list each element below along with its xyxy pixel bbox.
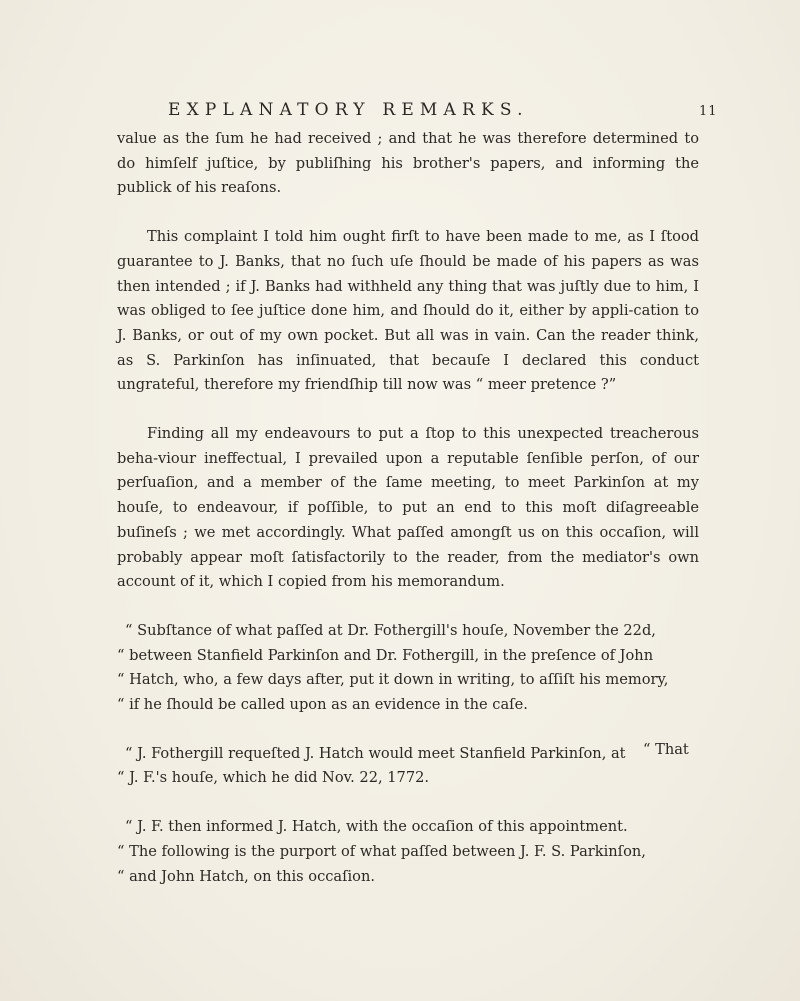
running-title: EXPLANATORY REMARKS.	[168, 100, 529, 120]
quote-block-2	[117, 742, 699, 791]
paragraph-3: Finding all my endeavours to put a ſtop to this unexpected treacherous beha-viour ineffectual, I prevailed upon a reputable ſenſible perſon, of our perſuaſion, and a member of the ſame meeting, to meet Parkinſon at my houſe, to endeavour, if poſſible, to put an end to this moſt diſagreeable buſineſs ; we met accordingly. What paſſed amongſt us on this occaſion, will probably appear moſt ſatisfactorily to the reader, from the mediator's own account of it, which I copied from his memorandum.	[117, 425, 699, 591]
quote-line: “ J. Fothergill requeſted J. Hatch would meet Stanfield Parkinſon, at	[125, 744, 626, 762]
page-number: 11	[699, 104, 718, 119]
quote-line: “ J. F.'s houſe, which he did Nov. 22, 1772.	[117, 769, 430, 787]
body-text	[117, 127, 699, 889]
quote-line: “ and John Hatch, on this occaſion.	[117, 867, 376, 885]
quote-line: “ Subſtance of what paſſed at Dr. Fothergill's houſe, November the 22d,	[125, 621, 656, 639]
quote-line: “ J. F. then informed J. Hatch, with the occaſion of this appointment.	[125, 818, 628, 836]
paragraph-2: This complaint I told him ought firſt to have been made to me, as I ſtood guarantee to J. Banks, that no ſuch uſe ſhould be made of his papers as was then intended ; if J. Banks had withheld any thing that was juſtly due to him, I was obliged to ſee juſtice done him, and ſhould do it, either by appli-cation to J. Banks, or out of my own pocket. But all was in vain. Can the reader think, as S. Parkinſon has inſinuated, that becauſe I declared this conduct ungrateful, therefore my friendſhip till now was “ meer pretence ?”	[117, 228, 699, 394]
quote-line: “ if he ſhould be called upon as an evidence in the caſe.	[117, 696, 528, 714]
running-head	[168, 100, 688, 120]
catchword: “ That	[643, 741, 689, 758]
quote-line: “ between Stanfield Parkinſon and Dr. Fothergill, in the preſence of John	[117, 646, 654, 664]
quote-block-1	[117, 619, 699, 718]
paragraph-1: value as the ſum he had received ; and that he was therefore determined to do himſelf juſtice, by publiſhing his brother's papers, and informing the publick of his reaſons.	[117, 130, 699, 197]
quote-block-3	[117, 815, 699, 889]
quote-line: “ The following is the purport of what paſſed between J. F. S. Parkinſon,	[117, 842, 646, 860]
quote-line: “ Hatch, who, a few days after, put it down in writing, to aſſiſt his memory,	[117, 671, 669, 689]
